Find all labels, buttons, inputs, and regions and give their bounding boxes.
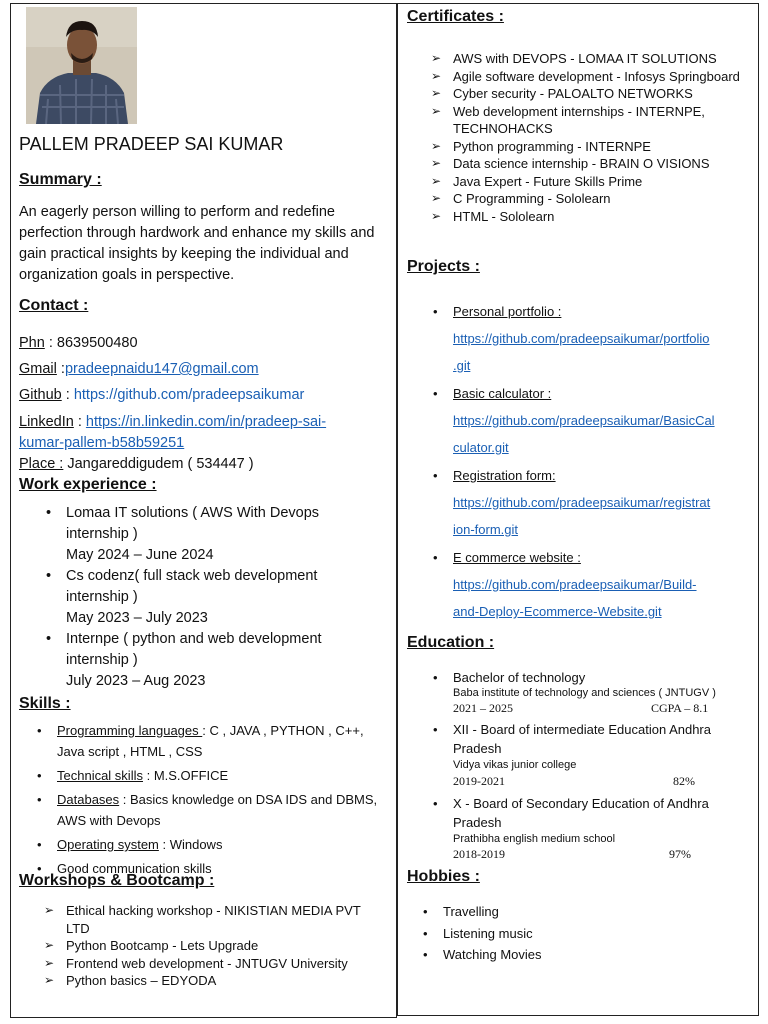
skill-item	[57, 765, 382, 786]
education-item	[453, 720, 753, 790]
certificate-item: ➢ HTML - Sololearn	[453, 208, 743, 226]
education-score: CGPA – 8.1	[651, 701, 709, 715]
work-list	[66, 503, 356, 692]
education-school: Vidya vikas junior college	[453, 759, 577, 771]
education-years: 2019-2021	[453, 774, 505, 788]
linkedin-link-line2[interactable]: kumar-pallem-b58b59251	[19, 435, 185, 451]
certificates-list	[453, 50, 743, 225]
skill-label: Databases	[57, 792, 120, 807]
work-title: Cs codenz( full stack web development internship )	[66, 568, 318, 605]
skill-item	[57, 834, 382, 855]
gmail-separator: :	[56, 361, 65, 377]
certificate-item: ➢ Data science internship - BRAIN O VISIONS	[453, 155, 743, 173]
work-title: Internpe ( python and web development internship )	[66, 631, 322, 668]
certificate-item: ➢ C Programming - Sololearn	[453, 190, 743, 208]
project-title: Registration form:	[453, 468, 556, 483]
workshops-list	[66, 902, 384, 990]
github-link[interactable]: https://github.com/pradeepsaikumar	[73, 387, 305, 403]
linkedin-separator: :	[73, 414, 86, 430]
education-school: Baba institute of technology and sciences ( JNTUGV )	[453, 687, 716, 699]
education-list	[453, 669, 753, 862]
work-item	[66, 566, 356, 629]
work-item	[66, 629, 356, 692]
profile-photo	[26, 7, 137, 124]
github-separator: :	[61, 387, 74, 403]
workshop-item: ➢ Frontend web development - JNTUGV University	[66, 955, 384, 973]
education-title: • Bachelor of technology	[453, 670, 586, 685]
certificate-item: ➢ Java Expert - Future Skills Prime	[453, 173, 743, 191]
certificate-item: ➢ AWS with DEVOPS - LOMAA IT SOLUTIONS	[453, 50, 743, 68]
project-link-cont[interactable]: ion-form.git	[453, 522, 519, 537]
education-title: • XII - Board of intermediate Education Andhra Pradesh	[453, 722, 711, 756]
phone-label: Phn	[19, 335, 45, 351]
projects-list	[453, 298, 753, 625]
project-link[interactable]: https://github.com/pradeepsaikumar/Build-	[453, 577, 697, 592]
project-link[interactable]: https://github.com/pradeepsaikumar/registrat	[453, 495, 711, 510]
projects-heading: Projects :	[407, 258, 480, 275]
skill-value: Good communication skills	[57, 861, 212, 876]
hobbies-heading: Hobbies :	[407, 868, 480, 885]
contact-heading: Contact :	[19, 297, 89, 314]
hobby-item: • Travelling	[443, 901, 693, 923]
hobbies-list	[443, 901, 693, 966]
work-dates: July 2023 – Aug 2023	[66, 673, 206, 689]
project-title: E commerce website :	[453, 550, 581, 565]
project-title: Personal portfolio :	[453, 304, 562, 319]
gmail-label: Gmail	[19, 361, 57, 377]
education-score: 82%	[673, 774, 695, 788]
linkedin-label: LinkedIn	[19, 414, 74, 430]
project-item	[453, 298, 753, 379]
right-column	[397, 3, 759, 1016]
project-link-cont[interactable]: .git	[453, 358, 471, 373]
education-item	[453, 794, 753, 862]
skill-value: : Basics knowledge on DSA IDS and DBMS, AWS with Devops	[57, 792, 378, 828]
skill-value: : M.S.OFFICE	[142, 768, 229, 783]
project-link-cont[interactable]: and-Deploy-Ecommerce-Website.git	[453, 604, 662, 619]
project-link[interactable]: https://github.com/pradeepsaikumar/BasicCal	[453, 413, 715, 428]
certificates-heading: Certificates :	[407, 8, 504, 25]
linkedin-link-line1[interactable]: https://in.linkedin.com/in/pradeep-sai-	[85, 414, 327, 430]
education-item	[453, 669, 753, 716]
skills-heading: Skills :	[19, 695, 71, 712]
project-item	[453, 544, 753, 625]
left-column	[10, 3, 397, 1018]
contact-block	[19, 330, 389, 475]
skill-value: : Windows	[158, 837, 223, 852]
project-item	[453, 380, 753, 461]
work-item	[66, 503, 356, 566]
project-link[interactable]: https://github.com/pradeepsaikumar/portfolio	[453, 331, 710, 346]
workshop-item: ➢ Ethical hacking workshop - NIKISTIAN MEDIA PVT LTD	[66, 902, 384, 937]
place-value: Jangareddigudem ( 534447 )	[63, 456, 254, 472]
work-dates: May 2024 – June 2024	[66, 547, 214, 563]
certificate-item: ➢ Cyber security - PALOALTO NETWORKS	[453, 85, 743, 103]
workshop-item: ➢ Python Bootcamp - Lets Upgrade	[66, 937, 384, 955]
candidate-name: PALLEM PRADEEP SAI KUMAR	[19, 134, 284, 154]
summary-heading: Summary :	[19, 171, 102, 188]
education-years: 2021 – 2025	[453, 701, 513, 715]
skill-label: Programming languages	[57, 723, 203, 738]
education-title: • X - Board of Secondary Education of Andhra Pradesh	[453, 796, 709, 830]
github-label: Github	[19, 387, 62, 403]
hobby-item: • Watching Movies	[443, 944, 693, 966]
skill-value: : C , JAVA , PYTHON , C++, Java script , HTML , CSS	[57, 723, 364, 759]
skills-list	[57, 720, 382, 879]
certificate-item: ➢ Agile software development - Infosys Springboard	[453, 68, 743, 86]
workshop-item: ➢ Python basics – EDYODA	[66, 972, 384, 990]
skill-label: Technical skills	[57, 768, 143, 783]
education-score: 97%	[669, 847, 691, 861]
education-heading: Education :	[407, 634, 495, 651]
work-title: Lomaa IT solutions ( AWS With Devops internship )	[66, 505, 320, 542]
skill-item	[57, 789, 382, 831]
gmail-link[interactable]: pradeepnaidu147@gmail.com	[64, 361, 259, 377]
education-school: Prathibha english medium school	[453, 833, 616, 845]
project-link-cont[interactable]: culator.git	[453, 440, 509, 455]
skill-label: Operating system	[57, 837, 159, 852]
project-title: Basic calculator :	[453, 386, 552, 401]
certificate-item: ➢ Web development internships - INTERNPE, TECHNOHACKS	[453, 103, 743, 138]
certificate-item: ➢ Python programming - INTERNPE	[453, 138, 743, 156]
phone-value: : 8639500480	[44, 335, 138, 351]
skill-item	[57, 720, 382, 762]
summary-text: An eagerly person willing to perform and redefine perfection through hardwork and enhance my skills and gain practical insights by keeping the individual and organization goals in perspective.	[19, 204, 375, 283]
work-heading: Work experience :	[19, 476, 157, 493]
work-dates: May 2023 – July 2023	[66, 610, 208, 626]
workshops-heading: Workshops & Bootcamp :	[19, 872, 215, 889]
education-years: 2018-2019	[453, 847, 505, 861]
project-item	[453, 462, 753, 543]
hobby-item: • Listening music	[443, 923, 693, 945]
place-label: Place :	[19, 456, 64, 472]
